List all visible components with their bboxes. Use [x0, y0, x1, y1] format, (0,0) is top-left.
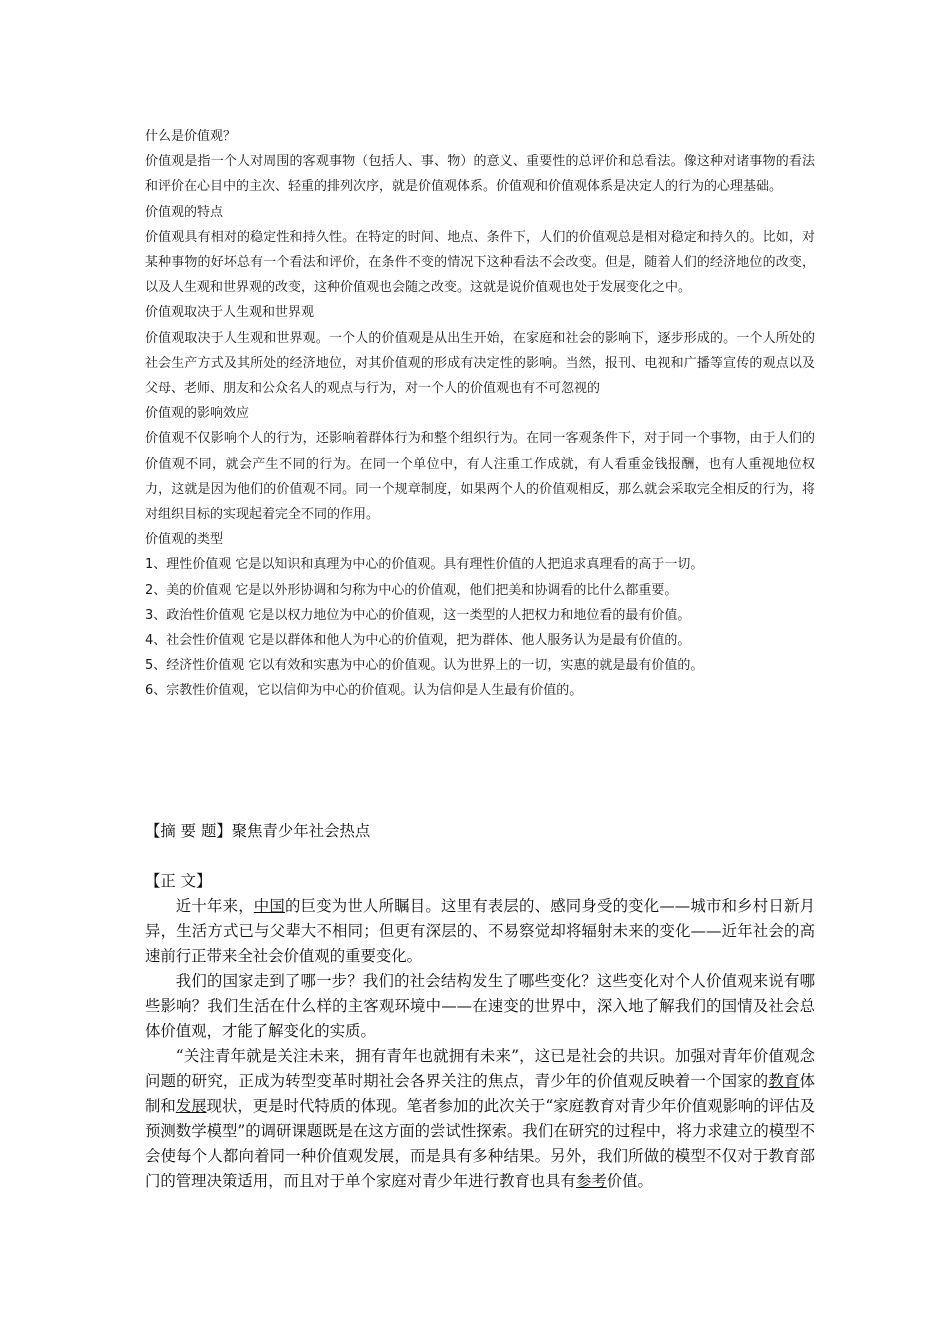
- effect-paragraph: 价值观不仅影响个人的行为，还影响着群体行为和整个组织行为。在同一客观条件下，对于同一个事物，由于人们的价值观不同，就会产生不同的行为。在同一个单位中，有人注重工作成就，有人看重金钱报酬，也有人重视地位权力，这就是因为他们的价值观不同。同一个规章制度，如果两个人的价值观相反，那么就会采取完全相反的行为，将对组织目标的实现起着完全不同的作用。: [145, 431, 815, 523]
- youth-values-article: [145, 819, 815, 1194]
- what-is-values-heading: 什么是价值观？: [145, 129, 237, 144]
- text-run: 现状，更是时代特质的体现。笔者参加的此次关于“家庭教育对青少年价值观影响的评估及预测数学模型”的调研课题既是在这方面的尝试性探索。我们在研究的过程中，将力求建立的模型不会使每个人都向着同一种价值观发展，而是具有多种结果。另外，我们所做的模型不仅对于教育部门的管理决策适用，而且对于单个家庭对青少年进行教育也具有: [145, 1097, 815, 1190]
- body-paragraph-3: [145, 1044, 815, 1194]
- values-article: [145, 124, 815, 704]
- what-is-values-paragraph: 价值观是指一个人对周围的客观事物（包括人、事、物）的意义、重要性的总评价和总看法。像这种对诸事物的看法和评价在心目中的主次、轻重的排列次序，就是价值观体系。价值观和价值观体系是决定人的行为的心理基础。: [145, 154, 815, 195]
- link-development[interactable]: 发展: [175, 1097, 207, 1115]
- summary-label: 【摘 要 题】: [145, 822, 232, 840]
- text-run: 价值。: [606, 1172, 653, 1190]
- summary-text: 聚焦青少年社会热点: [231, 822, 371, 840]
- body-paragraph-2: 我们的国家走到了哪一步？我们的社会结构发生了哪些变化？这些变化对个人价值观来说有哪些影响？我们生活在什么样的主客观环境中——在速变的世界中，深入地了解我们的国情及社会总体价值观，才能了解变化的实质。: [145, 972, 815, 1040]
- link-china[interactable]: 中国: [253, 897, 285, 915]
- link-education[interactable]: 教育: [768, 1072, 800, 1090]
- text-run: 近十年来，: [175, 897, 254, 915]
- text-run: 体制和: [145, 1072, 815, 1115]
- effect-heading: 价值观的影响效应: [145, 406, 250, 422]
- types-heading: 价值观的类型: [145, 532, 224, 548]
- type-item: 2、美的价值观 它是以外形协调和匀称为中心的价值观，他们把美和协调看的比什么都重要。: [145, 582, 678, 598]
- type-item: 6、宗教性价值观，它以信仰为中心的价值观。认为信仰是人生最有价值的。: [145, 683, 583, 699]
- body-label: 【正 文】: [145, 872, 212, 890]
- traits-paragraph: 价值观具有相对的稳定性和持久性。在特定的时间、地点、条件下，人们的价值观总是相对稳定和持久的。比如，对某种事物的好坏总有一个看法和评价，在条件不变的情况下这种看法不会改变。但是，随着人们的经济地位的改变，以及人生观和世界观的改变，这种价值观也会随之改变。这就是说价值观也处于发展变化之中。: [145, 229, 815, 296]
- summary-line: [145, 819, 815, 844]
- type-item: 3、政治性价值观 它是以权力地位为中心的价值观，这一类型的人把权力和地位看的最有价值。: [145, 607, 691, 623]
- link-reference[interactable]: 参考: [575, 1172, 607, 1190]
- type-item: 1、理性价值观 它是以知识和真理为中心的价值观。具有理性价值的人把追求真理看的高于一切。: [145, 557, 704, 573]
- traits-heading: 价值观的特点: [145, 204, 224, 220]
- type-item: 4、社会性价值观 它是以群体和他人为中心的价值观，把为群体、他人服务认为是最有价值的。: [145, 633, 691, 649]
- text-run: “关注青年就是关注未来，拥有青年也就拥有未来”，这已是社会的共识。加强对青年价值观念问题的研究，正成为转型变革时期社会各界关注的焦点，青少年的价值观反映着一个国家的: [145, 1047, 815, 1090]
- type-item: 5、经济性价值观 它以有效和实惠为中心的价值观。认为世界上的一切，实惠的就是最有价值的。: [145, 658, 704, 674]
- depends-paragraph: 价值观取决于人生观和世界观。一个人的价值观是从出生开始，在家庭和社会的影响下，逐步形成的。一个人所处的社会生产方式及其所处的经济地位，对其价值观的形成有决定性的影响。当然，报刊、电视和广播等宣传的观点以及父母、老师、朋友和公众名人的观点与行为，对一个人的价值观也有不可忽视的: [145, 330, 815, 397]
- depends-heading: 价值观取决于人生观和世界观: [145, 305, 315, 321]
- text-run: 的巨变为世人所瞩目。这里有表层的、感同身受的变化——城市和乡村日新月异，生活方式已与父辈大不相同；但更有深层的、不易察觉却将辐射未来的变化——近年社会的高速前行正带来全社会价值观的重要变化。: [145, 897, 815, 965]
- body-paragraph-1: [145, 894, 815, 969]
